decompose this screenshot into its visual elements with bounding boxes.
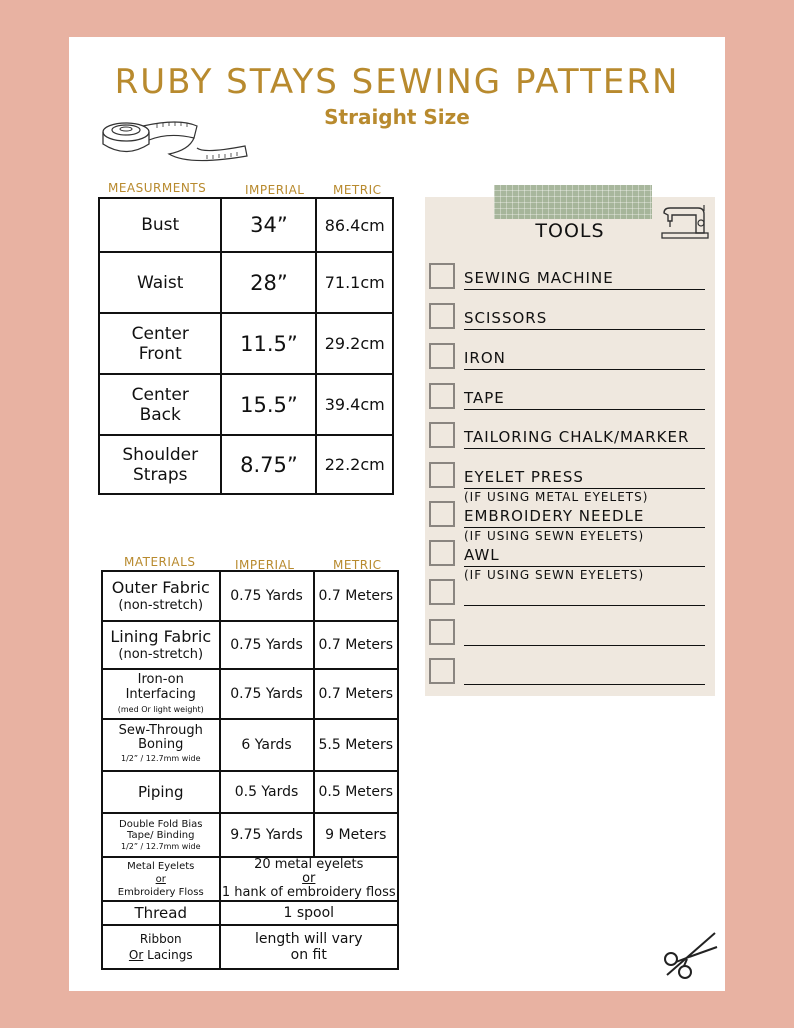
material-imperial: 0.75 Yards	[220, 571, 314, 621]
tool-item	[429, 619, 709, 649]
tool-line	[464, 448, 705, 449]
material-note: 1/2” / 12.7mm wide	[120, 754, 201, 763]
tools-title: TOOLS	[535, 220, 605, 242]
material-imperial: 9.75 Yards	[220, 813, 314, 857]
material-note: (non-stretch)	[118, 646, 204, 662]
material-imperial: 0.5 Yards	[220, 771, 314, 813]
tool-line	[464, 645, 705, 646]
tool-note: (IF USING METAL EYELETS)	[464, 490, 649, 504]
material-imperial: 0.75 Yards	[220, 621, 314, 669]
table-row	[102, 669, 398, 719]
tool-label: TAILORING CHALK/MARKER	[464, 428, 690, 446]
table-row	[102, 621, 398, 669]
tool-item	[429, 383, 709, 413]
materials-table	[101, 570, 399, 970]
measurement-metric: 71.1cm	[316, 252, 393, 313]
measurement-imperial: 11.5”	[221, 313, 316, 374]
tool-checkbox[interactable]	[429, 462, 455, 488]
material-or: or	[302, 871, 316, 886]
material-name	[102, 719, 220, 771]
tool-label: EYELET PRESS	[464, 468, 584, 486]
materials-header-imperial: IMPERIAL	[235, 558, 295, 572]
material-name	[102, 621, 220, 669]
tool-line	[464, 684, 705, 685]
material-value-text: 1 hank of embroidery floss	[221, 885, 396, 900]
tool-label: EMBROIDERY NEEDLE	[464, 507, 645, 525]
measurement-name: Center Back	[99, 374, 221, 435]
tool-note: (IF USING SEWN EYELETS)	[464, 568, 645, 582]
measurements-header-metric: METRIC	[333, 183, 382, 197]
tool-item	[429, 422, 709, 452]
material-value	[220, 857, 399, 901]
measurement-metric: 86.4cm	[316, 198, 393, 252]
table-row	[102, 925, 398, 969]
tool-checkbox[interactable]	[429, 263, 455, 289]
tool-line	[464, 369, 705, 370]
table-row	[99, 435, 393, 494]
measurement-name: Shoulder Straps	[99, 435, 221, 494]
material-value-text: 20 metal eyelets	[254, 857, 364, 872]
table-row	[102, 901, 398, 925]
material-name	[102, 857, 220, 901]
tool-item	[429, 501, 709, 543]
measurement-metric: 39.4cm	[316, 374, 393, 435]
materials-header-label: MATERIALS	[124, 555, 196, 569]
tool-item	[429, 540, 709, 582]
material-name-text: Outer Fabric	[111, 577, 210, 597]
measurement-imperial: 28”	[221, 252, 316, 313]
tool-item	[429, 303, 709, 333]
measurement-metric: 29.2cm	[316, 313, 393, 374]
sewing-machine-icon	[660, 203, 710, 241]
table-row	[102, 857, 398, 901]
material-metric: 0.7 Meters	[314, 571, 398, 621]
material-value: 1 spool	[220, 901, 399, 925]
tool-checkbox[interactable]	[429, 619, 455, 645]
material-metric: 9 Meters	[314, 813, 398, 857]
measurement-imperial: 15.5”	[221, 374, 316, 435]
measurements-table	[98, 197, 394, 495]
material-metric: 5.5 Meters	[314, 719, 398, 771]
table-row	[99, 252, 393, 313]
material-note: 1/2” / 12.7mm wide	[120, 841, 201, 851]
page-title: RUBY STAYS SEWING PATTERN	[114, 62, 680, 102]
material-imperial: 6 Yards	[220, 719, 314, 771]
material-value-text: on fit	[290, 947, 327, 963]
pattern-sheet	[69, 37, 725, 991]
washi-tape	[494, 185, 652, 219]
tool-item	[429, 579, 709, 609]
tool-line	[464, 488, 705, 489]
tool-item	[429, 343, 709, 373]
tool-item	[429, 462, 709, 504]
materials-header-metric: METRIC	[333, 558, 382, 572]
tool-line	[464, 566, 705, 567]
material-metric: 0.7 Meters	[314, 621, 398, 669]
table-row	[102, 771, 398, 813]
measurement-imperial: 34”	[221, 198, 316, 252]
tool-checkbox[interactable]	[429, 579, 455, 605]
tool-label: SCISSORS	[464, 309, 548, 327]
tool-checkbox[interactable]	[429, 658, 455, 684]
tool-checkbox[interactable]	[429, 303, 455, 329]
table-row	[102, 719, 398, 771]
material-name-text: Lining Fabric	[110, 626, 212, 646]
table-row	[99, 313, 393, 374]
tool-checkbox[interactable]	[429, 540, 455, 566]
tool-note: (IF USING SEWN EYELETS)	[464, 529, 645, 543]
material-name	[102, 669, 220, 719]
measurement-name: Bust	[99, 198, 221, 252]
tool-line	[464, 527, 705, 528]
material-name	[102, 925, 220, 969]
tool-checkbox[interactable]	[429, 501, 455, 527]
material-name-text: Sew-Through Boning	[118, 723, 203, 752]
material-or: or	[155, 873, 166, 885]
tool-label: IRON	[464, 349, 506, 367]
scissors-icon	[659, 925, 721, 983]
material-note: (non-stretch)	[118, 597, 204, 613]
material-note: (med Or light weight)	[117, 704, 204, 714]
material-name-text: Lacings	[143, 948, 193, 962]
material-name: Piping	[102, 771, 220, 813]
tool-line	[464, 409, 705, 410]
tool-label: AWL	[464, 546, 500, 564]
tool-item	[429, 263, 709, 293]
measurements-header-imperial: IMPERIAL	[245, 183, 305, 197]
material-metric: 0.7 Meters	[314, 669, 398, 719]
material-name-text: Embroidery Floss	[117, 886, 204, 898]
tool-checkbox[interactable]	[429, 422, 455, 448]
table-row	[102, 813, 398, 857]
tool-checkbox[interactable]	[429, 343, 455, 369]
tool-label: SEWING MACHINE	[464, 269, 614, 287]
material-name-text: Iron-on Interfacing	[125, 671, 196, 702]
measuring-tape-icon	[99, 114, 251, 176]
measurement-metric: 22.2cm	[316, 435, 393, 494]
tool-line	[464, 329, 705, 330]
tool-item	[429, 658, 709, 688]
measurements-header-label: MEASURMENTS	[108, 181, 207, 195]
page-subtitle: Straight Size	[324, 105, 470, 129]
material-imperial: 0.75 Yards	[220, 669, 314, 719]
material-or: Or	[128, 948, 144, 962]
tool-label: TAPE	[464, 389, 505, 407]
material-value-text: length will vary	[254, 931, 363, 947]
table-row	[99, 374, 393, 435]
material-metric: 0.5 Meters	[314, 771, 398, 813]
tool-line	[464, 605, 705, 606]
measurement-name: Waist	[99, 252, 221, 313]
material-name: Thread	[102, 901, 220, 925]
material-name	[102, 813, 220, 857]
material-name	[102, 571, 220, 621]
material-name-text: Ribbon	[139, 932, 182, 946]
material-name-text: Metal Eyelets	[127, 860, 195, 872]
tool-checkbox[interactable]	[429, 383, 455, 409]
measurement-imperial: 8.75”	[221, 435, 316, 494]
material-value	[220, 925, 399, 969]
table-row	[102, 571, 398, 621]
tool-line	[464, 289, 705, 290]
table-row	[99, 198, 393, 252]
measurement-name: Center Front	[99, 313, 221, 374]
material-name-text: Double Fold Bias Tape/ Binding	[119, 818, 203, 841]
